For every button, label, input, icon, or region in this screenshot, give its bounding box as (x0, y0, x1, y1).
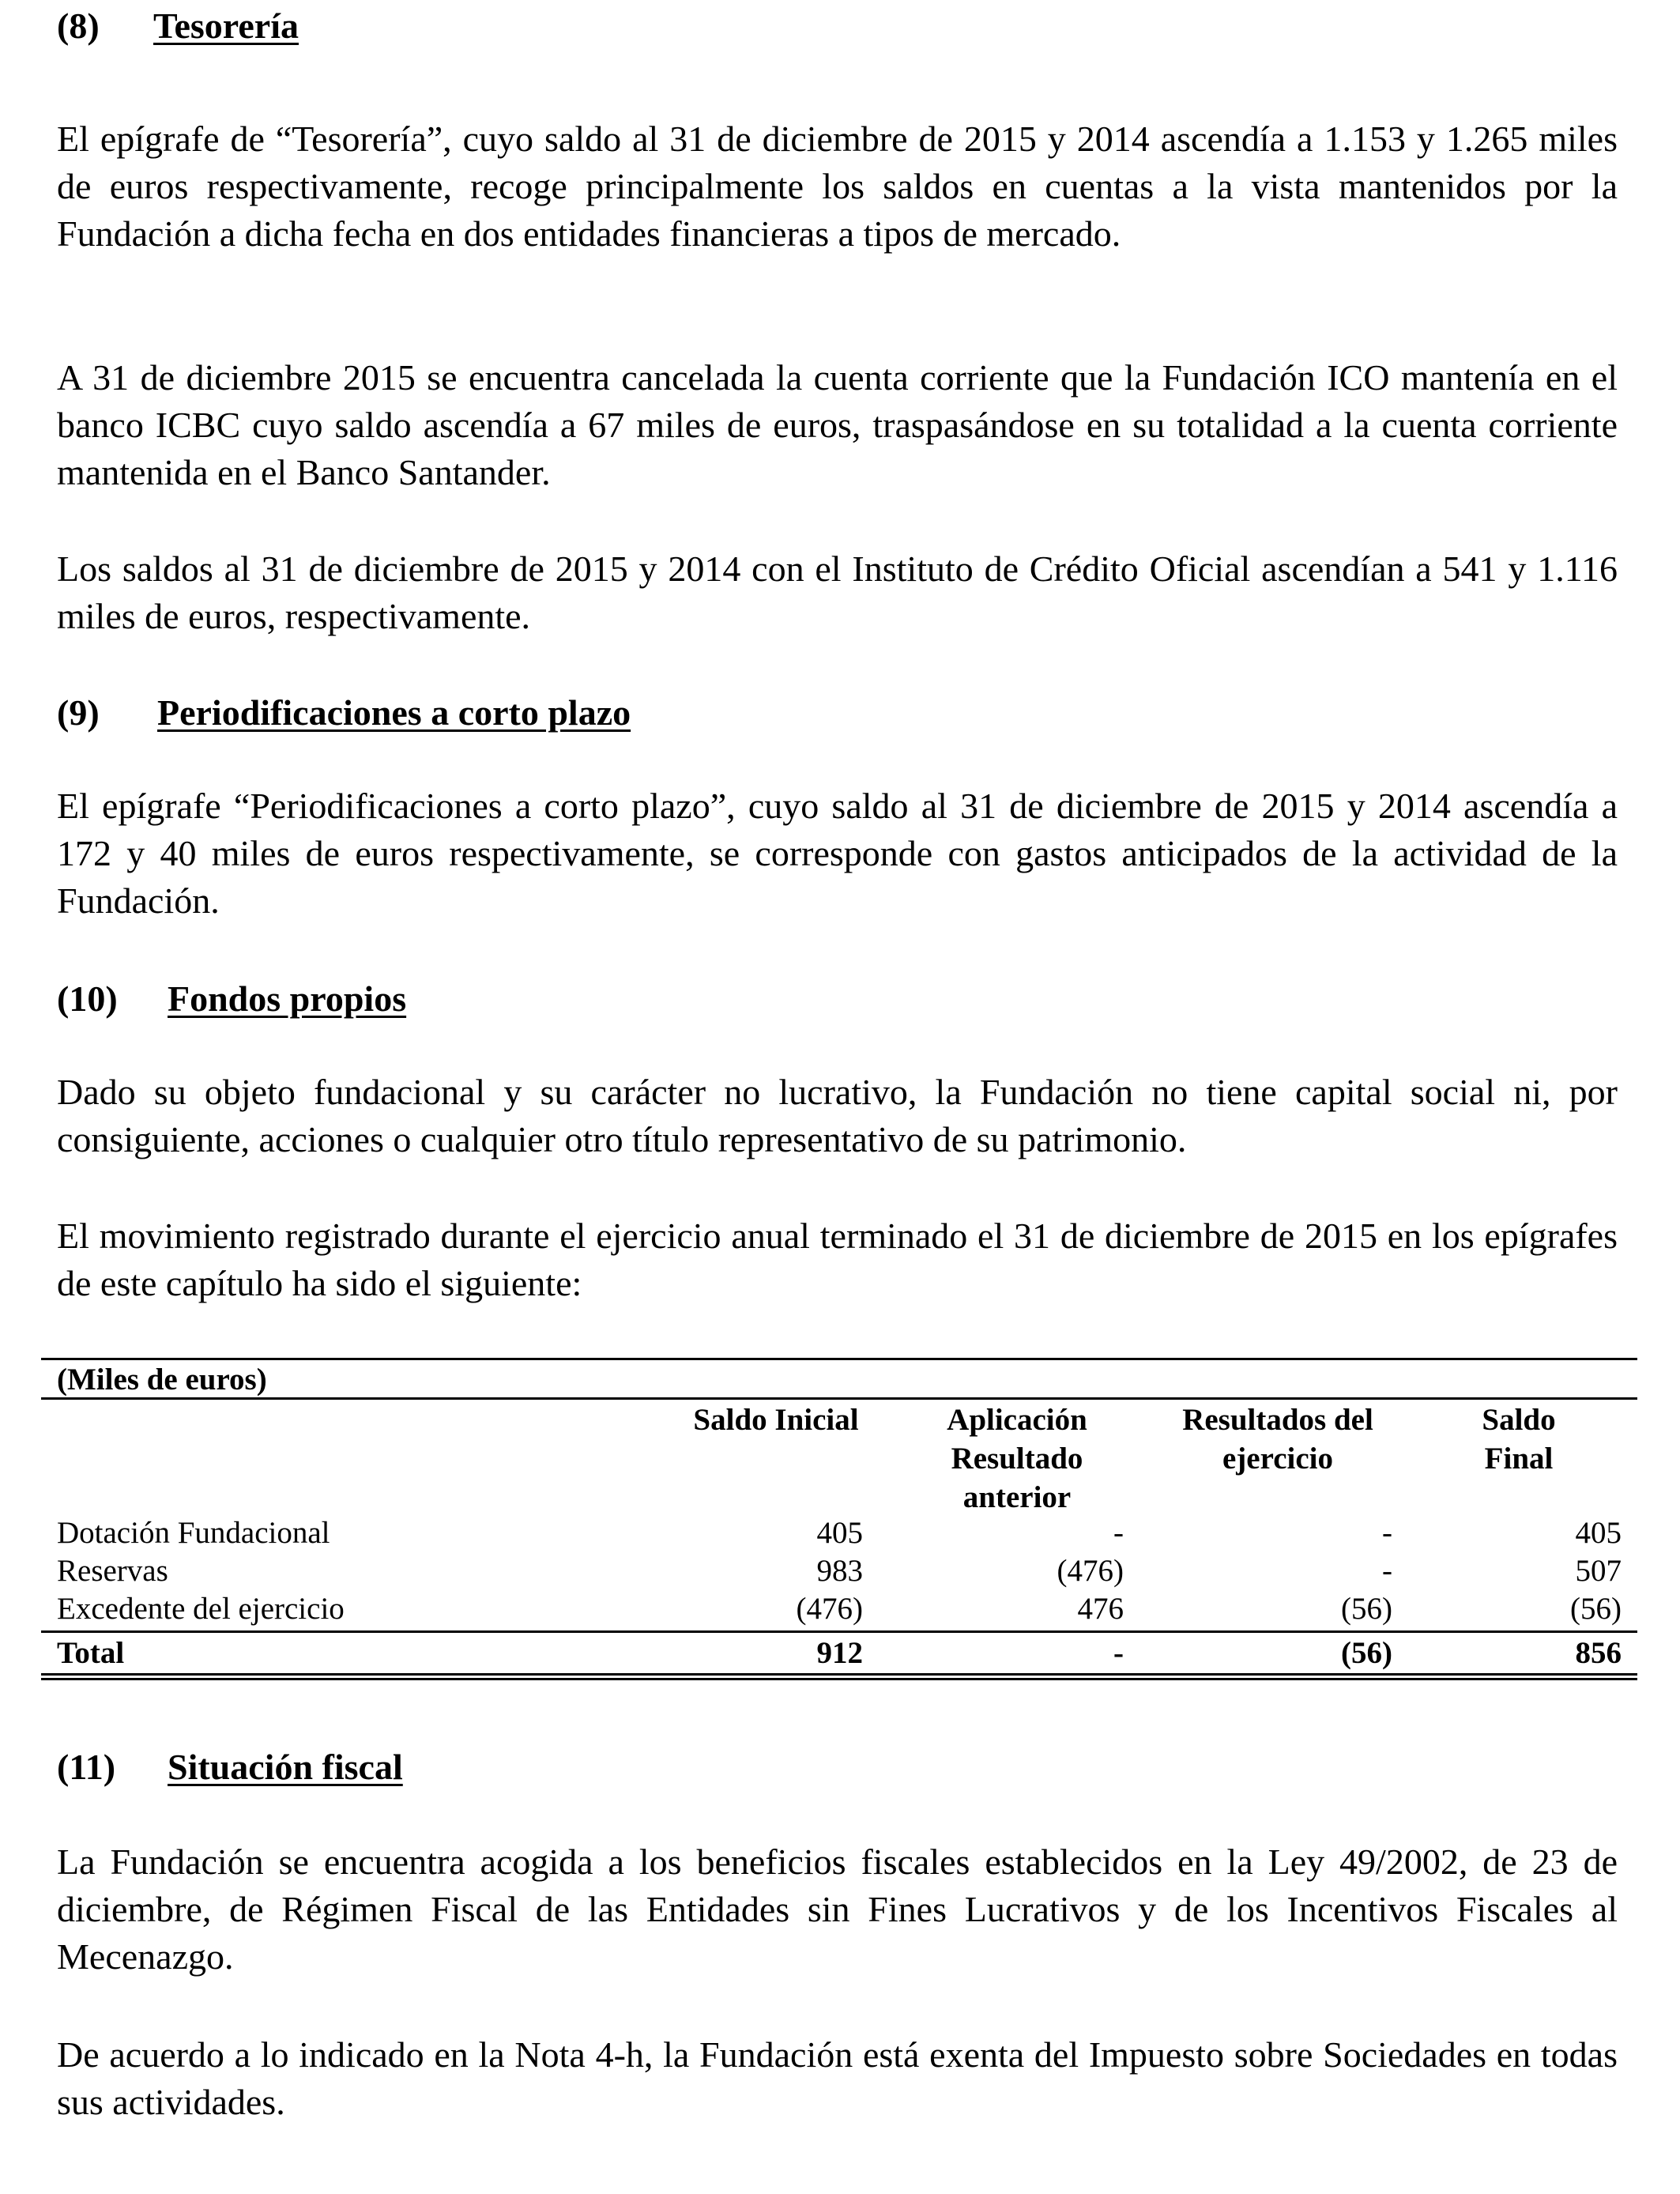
table-cell: (476) (796, 1592, 863, 1626)
paragraph-fiscal-1: La Fundación se encuentra acogida a los beneficios fiscales establecidos en la Ley 49/2002, de 23 de diciembre, de Régimen Fiscal de las Entidades sin Fines Lucrativos y de los Incentivos Fiscales al Mecenazgo. (57, 1842, 1618, 1977)
table-cell: - (1382, 1554, 1392, 1588)
table-cell: (56) (1341, 1592, 1392, 1626)
table-unit-label: (Miles de euros) (57, 1363, 267, 1397)
table-total-cell: 856 (1575, 1636, 1622, 1670)
section-heading-9 (57, 691, 631, 735)
table-total-cell: (56) (1341, 1636, 1392, 1670)
section-title: Situación fiscal (168, 1747, 403, 1787)
table-bottom-rule-2 (41, 1678, 1637, 1680)
section-number: (10) (57, 978, 118, 1019)
column-header-saldo-final: Saldo Final (1482, 1403, 1556, 1476)
table-cell: - (1382, 1516, 1392, 1550)
table-cell: 983 (816, 1554, 863, 1588)
table-row-label: Reservas (57, 1554, 168, 1588)
table-total-rule (41, 1630, 1637, 1633)
table-header-rule (41, 1397, 1637, 1400)
section-title: Periodificaciones a corto plazo (157, 692, 631, 733)
table-total-cell: - (1113, 1636, 1124, 1670)
table-total-cell: 912 (816, 1636, 863, 1670)
section-heading-10 (57, 977, 407, 1021)
paragraph-fondos-2: El movimiento registrado durante el ejercicio anual terminado el 31 de diciembre de 2015 en los epígrafes de este capítulo ha sido el siguiente: (57, 1216, 1618, 1303)
paragraph-tesoreria-3: Los saldos al 31 de diciembre de 2015 y 2014 con el Instituto de Crédito Oficial ascendían a 541 y 1.116 miles de euros, respectivamente. (57, 548, 1618, 636)
table-cell: 405 (1575, 1516, 1622, 1550)
section-number: (9) (57, 692, 100, 733)
table-total-label: Total (57, 1636, 125, 1670)
paragraph-tesoreria-1: El epígrafe de “Tesorería”, cuyo saldo al 31 de diciembre de 2015 y 2014 ascendía a 1.153 y 1.265 miles de euros respectivamente, recoge principalmente los saldos en cuentas a la vista mantenidos por la Fundación a dicha fecha en dos entidades financieras a tipos de mercado. (57, 119, 1618, 254)
column-header-aplicacion-resultado: Aplicación Resultado anterior (947, 1403, 1087, 1514)
table-cell: (476) (1057, 1554, 1124, 1588)
table-row-label: Dotación Fundacional (57, 1516, 330, 1550)
paragraph-fondos-1: Dado su objeto fundacional y su carácter no lucrativo, la Fundación no tiene capital social ni, por consiguiente, acciones o cualquier otro título representativo de su patrimonio. (57, 1072, 1618, 1159)
column-header-saldo-inicial: Saldo Inicial (693, 1403, 859, 1437)
paragraph-periodificaciones: El epígrafe “Periodificaciones a corto plazo”, cuyo saldo al 31 de diciembre de 2015 y 2014 ascendía a 172 y 40 miles de euros respectivamente, se corresponde con gastos anticipados de la actividad de la Fundación. (57, 786, 1618, 921)
section-title: Fondos propios (168, 978, 407, 1019)
fondos-propios-table (41, 1358, 1637, 1682)
table-cell: - (1113, 1516, 1124, 1550)
paragraph-fiscal-2: De acuerdo a lo indicado en la Nota 4-h, la Fundación está exenta del Impuesto sobre Sociedades en todas sus actividades. (57, 2034, 1618, 2122)
section-number: (8) (57, 6, 100, 46)
column-header-resultados-ejercicio: Resultados del ejercicio (1182, 1403, 1373, 1476)
section-title: Tesorería (153, 6, 299, 46)
table-row-label: Excedente del ejercicio (57, 1592, 345, 1626)
paragraph-tesoreria-2: A 31 de diciembre 2015 se encuentra cancelada la cuenta corriente que la Fundación ICO mantenía en el banco ICBC cuyo saldo ascendía a 67 miles de euros, traspasándose en su totalidad a la cuenta corriente mantenida en el Banco Santander. (57, 357, 1618, 492)
section-heading-11 (57, 1745, 403, 1789)
section-heading-8 (57, 4, 299, 48)
table-cell: 476 (1077, 1592, 1124, 1626)
table-cell: (56) (1570, 1592, 1622, 1626)
section-number: (11) (57, 1747, 116, 1787)
table-cell: 405 (816, 1516, 863, 1550)
table-cell: 507 (1575, 1554, 1622, 1588)
table-bottom-rule-1 (41, 1673, 1637, 1676)
table-top-rule (41, 1358, 1637, 1360)
